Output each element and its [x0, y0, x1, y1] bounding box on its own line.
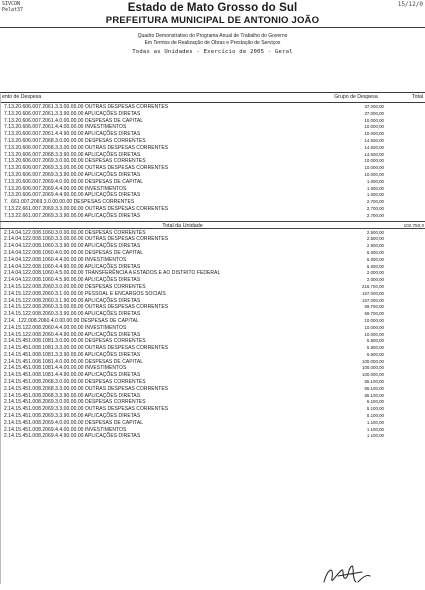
- row-grupo-value: 2.500,00: [366, 229, 384, 235]
- table-row: [0, 352, 425, 359]
- row-grupo-value: 1.100,00: [366, 433, 384, 439]
- unit-total-row: [0, 221, 425, 229]
- column-total: Total: [412, 94, 423, 100]
- row-grupo-value: 2.700,00: [366, 205, 384, 211]
- table-row: [0, 433, 425, 440]
- city-title: PREFEITURA MUNICIPAL DE ANTONIO JOÃO: [105, 15, 320, 26]
- row-description: 7.13.20.606.007.2069.3.3.00.00.00 OUTRAS DESPESAS CORRENTES: [4, 165, 169, 172]
- row-grupo-value: 157.000,00: [362, 290, 384, 296]
- table-row: [0, 413, 425, 420]
- row-description: 2.14.15.122.008.2060.4.4.00.00.00 INVESTIMENTOS: [4, 324, 127, 331]
- table-row: [0, 379, 425, 386]
- state-title: Estado de Mato Grosso do Sul: [127, 2, 298, 14]
- row-description: 2.14.15.451.008.1081.3.0.00.00.00 DESPESAS CORRENTES: [4, 338, 146, 345]
- row-description: 7.13.20.606.007.2069.4.0.00.00.00 DESPESAS DE CAPITAL: [4, 178, 144, 185]
- row-grupo-value: 6.000,00: [366, 249, 384, 255]
- row-description: 2.14.04.122.008.1060.3.3.90.00.00 APLICAÇÕES DIRETAS: [4, 243, 141, 250]
- table-row: [0, 257, 425, 264]
- row-description: 7.13.20.606.007.2069.4.4.90.00.00 APLICAÇÕES DIRETAS: [4, 192, 141, 199]
- row-description: 7.13.22.661.007.2069.3.3.00.00.00 OUTRAS DESPESAS CORRENTES: [4, 205, 169, 212]
- table-row: [0, 172, 425, 179]
- table-row: [0, 230, 425, 237]
- row-description: 7.13.20.606.007.2068.3.0.00.00.00 DESPESAS CORRENTES: [4, 137, 146, 144]
- system-id-main: SIVCON: [2, 1, 21, 7]
- row-description: 2.14.15.451.008.2069.4.0.00.00.00 DESPESAS DE CAPITAL: [4, 419, 144, 426]
- row-grupo-value: 14.500,00: [364, 144, 384, 150]
- row-grupo-value: 5.100,00: [366, 399, 384, 405]
- row-description: 2.14.15.451.008.1081.4.4.90.00.00 APLICAÇÕES DIRETAS: [4, 372, 141, 379]
- row-grupo-value: 2.000,00: [366, 277, 384, 283]
- row-grupo-value: 10.000,00: [364, 124, 384, 130]
- row-grupo-value: 10.000,00: [364, 158, 384, 164]
- table-row: [0, 179, 425, 186]
- row-description: 2.14.15.451.008.2068.3.0.00.00.00 DESPESAS CORRENTES: [4, 379, 146, 386]
- row-description: 7.13.20.606.007.2069.3.3.90.00.00 APLICAÇÕES DIRETAS: [4, 171, 141, 178]
- row-grupo-value: 59.700,00: [364, 311, 384, 317]
- row-grupo-value: 10.000,00: [364, 324, 384, 330]
- row-description: 2.14.15.451.008.2069.4.4.00.00.00 INVESTIMENTOS: [4, 426, 127, 433]
- table-row: [0, 386, 425, 393]
- row-description: 7.13.20.606.007.2068.3.3.90.00.00 APLICAÇÕES DIRETAS: [4, 151, 141, 158]
- row-description: 2.14.15.451.008.1081.3.3.00.00.00 OUTRAS DESPESAS CORRENTES: [4, 345, 169, 352]
- table-row: [0, 104, 425, 111]
- row-description: 2.14.04.122.008.1060.3.0.00.00.00 DESPESAS CORRENTES: [4, 229, 146, 236]
- row-description: 2.14.15.451.008.2069.3.0.00.00.00 DESPESAS CORRENTES: [4, 399, 146, 406]
- table-row: [0, 131, 425, 138]
- row-grupo-value: 1.100,00: [366, 426, 384, 432]
- row-grupo-value: 10.000,00: [364, 331, 384, 337]
- table-row: [0, 277, 425, 284]
- row-description: 2.14.04.122.008.1060.3.3.00.00.00 OUTRAS DESPESAS CORRENTES: [4, 236, 169, 243]
- table-row: [0, 372, 425, 379]
- unit-total-value: 102.750,0: [403, 222, 424, 228]
- row-grupo-value: 100.000,00: [362, 358, 384, 364]
- row-grupo-value: 65.100,00: [364, 379, 384, 385]
- table-row: [0, 338, 425, 345]
- table-row: [0, 138, 425, 145]
- row-description: 7.13.20.606.007.2069.4.4.00.00.00 INVESTIMENTOS: [4, 185, 127, 192]
- row-grupo-value: 5.500,00: [366, 345, 384, 351]
- row-description: 7.13.20.606.007.2061.4.4.00.00.00 INVESTIMENTOS: [4, 124, 127, 131]
- row-grupo-value: 65.100,00: [364, 392, 384, 398]
- table-row: [0, 199, 425, 206]
- row-description: 2.14.15.122.008.2060.4.4.90.00.00 APLICAÇÕES DIRETAS: [4, 331, 141, 338]
- report-subtitle-2: Em Termos de Realização de Obras e Prestação de Serviços: [144, 40, 281, 46]
- row-grupo-value: 10.000,00: [364, 131, 384, 137]
- row-grupo-value: 1.100,00: [366, 419, 384, 425]
- row-description: 2.14.04.122.008.1060.4.4.00.00.00 INVESTIMENTOS: [4, 256, 127, 263]
- date-code: 15/12/0: [397, 1, 423, 8]
- row-description: 2.14.15.451.008.2068.3.3.90.00.00 APLICAÇÕES DIRETAS: [4, 392, 141, 399]
- row-grupo-value: 2.700,00: [366, 199, 384, 205]
- table-row: [0, 311, 425, 318]
- row-grupo-value: 2.000,00: [366, 270, 384, 276]
- row-grupo-value: 10.000,00: [364, 171, 384, 177]
- header-rule: [0, 27, 425, 28]
- table-row: [0, 118, 425, 125]
- row-grupo-value: 100.000,00: [362, 365, 384, 371]
- row-grupo-value: 2.500,00: [366, 236, 384, 242]
- table-row: [0, 111, 425, 118]
- row-grupo-value: 1.000,00: [366, 178, 384, 184]
- row-description: 2.14.04.122.008.1060.4.0.00.00.00 DESPESAS DE CAPITAL: [4, 249, 144, 256]
- column-grupo: Grupo de Despesa: [334, 94, 378, 100]
- row-description: 2.14.15.451.008.2069.4.4.90.00.00 APLICAÇÕES DIRETAS: [4, 433, 141, 440]
- row-grupo-value: 216.700,00: [362, 283, 384, 289]
- table-row: [0, 359, 425, 366]
- table-row: [0, 318, 425, 325]
- row-description: 2.14.04.122.008.1060.4.5.00.00.00 TRANSFERÊNCIA A ESTADOS E AO DISTRITO FEDERAL: [4, 270, 221, 277]
- row-description: 7.13.20.606.007.2061.4.0.00.00.00 DESPESAS DE CAPITAL: [4, 117, 144, 124]
- table-row: [0, 243, 425, 250]
- row-description: 2.14.15.122.008.2060.3.3.00.00.00 OUTRAS DESPESAS CORRENTES: [4, 304, 169, 311]
- row-description: 7.13.20.606.007.2061.4.4.90.00.00 APLICAÇÕES DIRETAS: [4, 131, 141, 138]
- row-description: 2.14.15.451.008.1081.3.3.90.00.00 APLICAÇÕES DIRETAS: [4, 351, 141, 358]
- signature-icon: [318, 560, 378, 590]
- row-grupo-value: 1.000,00: [366, 185, 384, 191]
- row-description: 2.14.15.122.008.2060.3.3.90.00.00 APLICAÇÕES DIRETAS: [4, 311, 141, 318]
- row-grupo-value: 10.000,00: [364, 165, 384, 171]
- row-grupo-value: 5.100,00: [366, 406, 384, 412]
- table-row: [0, 399, 425, 406]
- row-grupo-value: 10.000,00: [364, 317, 384, 323]
- row-grupo-value: 5.500,00: [366, 338, 384, 344]
- row-description: 2.14.15.122.008.2060.3.1.00.00.00 PESSOAL E ENCARGOS SOCIAIS: [4, 290, 166, 297]
- header-bottom-rule: [0, 102, 425, 103]
- system-id-sub: Pelat37: [2, 7, 24, 13]
- table-row: [0, 284, 425, 291]
- table-row: [0, 213, 425, 220]
- row-grupo-value: 1.000,00: [366, 192, 384, 198]
- row-grupo-value: 65.100,00: [364, 385, 384, 391]
- row-description: 7. .661.007.2069.3.0.00.00.00 DESPESAS CORRENTES: [4, 199, 135, 206]
- table-row: [0, 165, 425, 172]
- column-header: [0, 94, 425, 102]
- table-row: [0, 332, 425, 339]
- row-description: 2.14.15.451.008.1081.4.4.00.00.00 INVESTIMENTOS: [4, 365, 127, 372]
- row-description: 2.14.15.451.008.2068.3.3.00.00.00 OUTRAS DESPESAS CORRENTES: [4, 385, 169, 392]
- row-description: 2.14.15.451.008.2069.3.3.00.00.00 OUTRAS DESPESAS CORRENTES: [4, 406, 169, 413]
- expense-table: [0, 104, 425, 440]
- row-grupo-value: 14.500,00: [364, 137, 384, 143]
- row-grupo-value: 37.000,00: [364, 110, 384, 116]
- row-description: 7.13.20.606.007.2061.3.3.00.00.00 OUTRAS DESPESAS CORRENTES: [4, 104, 169, 110]
- row-grupo-value: 10.000,00: [364, 117, 384, 123]
- row-grupo-value: 37.000,00: [364, 104, 384, 109]
- row-description: 7.13.20.606.007.2061.3.3.90.00.00 APLICAÇÕES DIRETAS: [4, 110, 141, 117]
- row-grupo-value: 5.100,00: [366, 413, 384, 419]
- row-description: 2.14. .122.008.2060.4.0.00.00.00 DESPESAS DE CAPITAL: [4, 317, 139, 324]
- column-desc: ento de Despesa: [2, 94, 42, 100]
- table-top-rule: [0, 92, 425, 93]
- row-description: 2.14.15.122.008.2060.3.1.90.00.00 APLICAÇÕES DIRETAS: [4, 297, 141, 304]
- table-row: [0, 420, 425, 427]
- row-description: 7.13.20.606.007.2069.3.0.00.00.00 DESPESAS CORRENTES: [4, 158, 146, 165]
- row-grupo-value: 157.000,00: [362, 297, 384, 303]
- row-grupo-value: 5.500,00: [366, 351, 384, 357]
- table-row: [0, 206, 425, 213]
- table-row: [0, 152, 425, 159]
- row-description: 2.14.04.122.008.1060.4.5.90.00.00 APLICAÇÕES DIRETAS: [4, 277, 141, 284]
- row-grupo-value: 6.000,00: [366, 256, 384, 262]
- row-grupo-value: 2.500,00: [366, 243, 384, 249]
- row-grupo-value: 59.700,00: [364, 304, 384, 310]
- row-description: 2.14.15.451.008.1081.4.0.00.00.00 DESPESAS DE CAPITAL: [4, 358, 144, 365]
- table-row: [0, 250, 425, 257]
- row-description: 7.13.22.661.007.2069.3.3.90.00.00 APLICAÇÕES DIRETAS: [4, 212, 141, 219]
- report-filter: Todas as Unidades - Exercício de 2005 - Geral: [132, 49, 293, 55]
- table-row: [0, 291, 425, 298]
- row-grupo-value: 6.000,00: [366, 263, 384, 269]
- table-row: [0, 393, 425, 400]
- row-description: 7.13.20.606.007.2068.3.3.00.00.00 OUTRAS DESPESAS CORRENTES: [4, 144, 169, 151]
- row-grupo-value: 2.700,00: [366, 212, 384, 218]
- row-description: 2.14.15.451.008.2069.3.3.90.00.00 APLICAÇÕES DIRETAS: [4, 413, 141, 420]
- row-grupo-value: 100.000,00: [362, 372, 384, 378]
- unit-total-label: Total da Unidade: [162, 222, 203, 229]
- table-row: [0, 345, 425, 352]
- report-subtitle-1: Quadro Demonstrativo do Programa Anual de Trabalho do Governo: [137, 33, 288, 39]
- table-row: [0, 145, 425, 152]
- row-description: 2.14.15.122.008.2060.3.0.00.00.00 DESPESAS CORRENTES: [4, 283, 146, 290]
- table-row: [0, 192, 425, 199]
- row-grupo-value: 14.500,00: [364, 151, 384, 157]
- row-description: 2.14.04.122.008.1060.4.4.90.00.00 APLICAÇÕES DIRETAS: [4, 263, 141, 270]
- table-row: [0, 298, 425, 305]
- table-row: [0, 325, 425, 332]
- table-row: [0, 158, 425, 165]
